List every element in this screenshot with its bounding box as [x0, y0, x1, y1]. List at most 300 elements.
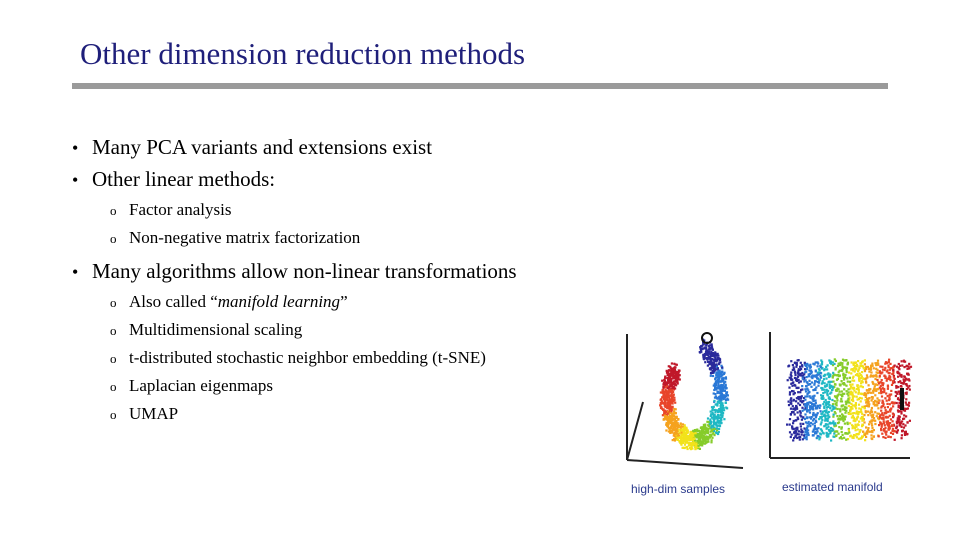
scatter-point — [841, 417, 843, 419]
scatter-point — [711, 343, 713, 345]
scatter-point — [810, 406, 812, 408]
scatter-point — [843, 388, 845, 390]
scatter-point — [701, 440, 703, 442]
scatter-point — [849, 422, 851, 424]
scatter-point — [676, 381, 678, 383]
scatter-point — [817, 365, 819, 367]
scatter-point — [679, 431, 681, 433]
scatter-point — [672, 406, 674, 408]
scatter-point — [848, 372, 850, 374]
scatter-point — [871, 396, 873, 398]
scatter-point — [868, 397, 870, 399]
scatter-point — [718, 379, 720, 381]
scatter-point — [817, 371, 819, 373]
scatter-point — [876, 397, 878, 399]
scatter-point — [812, 405, 814, 407]
scatter-point — [791, 385, 793, 387]
scatter-point — [855, 407, 857, 409]
scatter-point — [789, 391, 791, 393]
scatter-point — [888, 361, 890, 363]
circle-bullet-icon: o — [110, 231, 117, 246]
scatter-point — [661, 380, 663, 382]
scatter-point — [897, 417, 899, 419]
scatter-point — [818, 438, 820, 440]
scatter-point — [872, 392, 874, 394]
scatter-point — [714, 397, 716, 399]
scatter-point — [879, 366, 881, 368]
scatter-point — [665, 391, 667, 393]
scatter-point — [901, 426, 903, 428]
scatter-point — [857, 428, 859, 430]
scatter-point — [817, 385, 819, 387]
scatter-point — [718, 425, 720, 427]
scatter-point — [682, 423, 684, 425]
sub-item — [110, 344, 632, 372]
scatter-point — [860, 400, 862, 402]
scatter-point — [720, 381, 722, 383]
scatter-point — [714, 369, 716, 371]
scatter-point — [715, 386, 717, 388]
scatter-point — [794, 374, 796, 376]
scatter-point — [662, 383, 664, 385]
scatter-point — [908, 402, 910, 404]
scatter-point — [889, 372, 891, 374]
scatter-point — [819, 369, 821, 371]
scatter-point — [703, 431, 705, 433]
scatter-point — [843, 393, 845, 395]
scatter-point — [858, 438, 860, 440]
bullet-text: Other linear methods: — [92, 167, 276, 191]
scatter-point — [832, 436, 834, 438]
scatter-point — [852, 427, 854, 429]
scatter-point — [790, 397, 792, 399]
scatter-point — [875, 383, 877, 385]
scatter-point — [892, 380, 894, 382]
scatter-point — [844, 374, 846, 376]
circle-bullet-icon: o — [110, 203, 117, 218]
scatter-point — [663, 413, 665, 415]
scatter-point — [896, 402, 898, 404]
scatter-point — [906, 421, 908, 423]
scatter-point — [905, 383, 907, 385]
scatter-point — [673, 399, 675, 401]
scatter-point — [835, 412, 837, 414]
scatter-point — [711, 345, 713, 347]
scatter-point — [847, 381, 849, 383]
axis-depth — [627, 402, 643, 460]
scatter-point — [699, 430, 701, 432]
scatter-point — [861, 406, 863, 408]
scatter-point — [665, 418, 667, 420]
scatter-point — [874, 362, 876, 364]
scatter-point — [845, 439, 847, 441]
scatter-point — [883, 418, 885, 420]
scatter-point — [889, 403, 891, 405]
scatter-point — [819, 433, 821, 435]
scatter-point — [909, 389, 911, 391]
scatter-point — [807, 432, 809, 434]
scatter-point — [867, 427, 869, 429]
scatter-point — [832, 372, 834, 374]
scatter-point — [885, 431, 887, 433]
scatter-point — [903, 378, 905, 380]
scatter-point — [810, 386, 812, 388]
scatter-point — [797, 387, 799, 389]
scatter-point — [855, 361, 857, 363]
scatter-point — [905, 404, 907, 406]
scatter-point — [838, 388, 840, 390]
scatter-point — [788, 387, 790, 389]
scatter-point — [855, 426, 857, 428]
scatter-point — [856, 384, 858, 386]
scatter-point — [844, 367, 846, 369]
scatter-point — [721, 410, 723, 412]
scatter-point — [906, 379, 908, 381]
scatter-point — [815, 386, 817, 388]
scatter-point — [896, 432, 898, 434]
scatter-point — [908, 365, 910, 367]
scatter-point — [880, 392, 882, 394]
scatter-point — [820, 366, 822, 368]
scatter-point — [859, 397, 861, 399]
scatter-point — [717, 367, 719, 369]
scatter-point — [808, 369, 810, 371]
title-divider — [72, 83, 888, 89]
scatter-point — [845, 407, 847, 409]
scatter-point — [897, 386, 899, 388]
scatter-point — [663, 419, 665, 421]
bullet-dot-icon: • — [72, 170, 79, 190]
scatter-point — [706, 353, 708, 355]
scatter-point — [883, 429, 885, 431]
scatter-point — [800, 368, 802, 370]
scatter-point — [704, 347, 706, 349]
scatter-point — [886, 378, 888, 380]
bullet-dot-icon: • — [72, 262, 79, 282]
sub-list — [72, 196, 632, 252]
scatter-point — [901, 434, 903, 436]
scatter-point — [710, 426, 712, 428]
scatter-point — [798, 433, 800, 435]
scatter-point — [846, 390, 848, 392]
scatter-point — [846, 367, 848, 369]
scatter-point — [793, 420, 795, 422]
scatter-point — [666, 424, 668, 426]
scatter-point — [713, 359, 715, 361]
scatter-point — [700, 427, 702, 429]
scatter-point — [874, 378, 876, 380]
scatter-point — [815, 407, 817, 409]
scatter-point — [722, 384, 724, 386]
scatter-point — [792, 381, 794, 383]
scatter-point — [718, 373, 720, 375]
scatter-point — [834, 395, 836, 397]
scatter-point — [799, 391, 801, 393]
scatter-point — [843, 437, 845, 439]
scatter-point — [819, 372, 821, 374]
scatter-point — [880, 410, 882, 412]
scatter-point — [806, 417, 808, 419]
scatter-point — [878, 399, 880, 401]
scatter-point — [818, 382, 820, 384]
scatter-point — [807, 425, 809, 427]
scatter-point — [682, 427, 684, 429]
scatter-point — [884, 427, 886, 429]
scatter-point — [860, 429, 862, 431]
scatter-point — [872, 383, 874, 385]
scatter-point — [889, 415, 891, 417]
scatter-point — [807, 364, 809, 366]
scatter-point — [835, 389, 837, 391]
scatter-point — [847, 362, 849, 364]
scatter-point — [671, 373, 673, 375]
scatter-point — [822, 403, 824, 405]
scatter-point — [830, 427, 832, 429]
scatter-point — [892, 369, 894, 371]
scatter-point — [876, 404, 878, 406]
scatter-point — [723, 418, 725, 420]
scatter-point — [678, 370, 680, 372]
scatter-point — [713, 434, 715, 436]
scatter-point — [838, 421, 840, 423]
scatter-point — [892, 420, 894, 422]
scatter-point — [826, 407, 828, 409]
scatter-point — [721, 404, 723, 406]
scatter-point — [851, 361, 853, 363]
scatter-point — [905, 398, 907, 400]
scatter-point — [813, 418, 815, 420]
scatter-point — [838, 426, 840, 428]
scatter-point — [795, 400, 797, 402]
scatter-point — [842, 383, 844, 385]
scatter-point — [811, 381, 813, 383]
scatter-point — [846, 371, 848, 373]
scatter-point — [713, 423, 715, 425]
scatter-point — [867, 401, 869, 403]
scatter-point — [898, 368, 900, 370]
scatter-point — [888, 366, 890, 368]
scatter-point — [804, 388, 806, 390]
scatter-point — [672, 382, 674, 384]
scatter-point — [841, 400, 843, 402]
scatter-point — [838, 391, 840, 393]
scatter-point — [690, 444, 692, 446]
scatter-point — [789, 431, 791, 433]
scatter-point — [828, 381, 830, 383]
scatter-point — [711, 437, 713, 439]
scatter-point — [874, 385, 876, 387]
scatter-point — [795, 405, 797, 407]
scatter-point — [831, 399, 833, 401]
scatter-point — [868, 405, 870, 407]
scatter-point — [711, 365, 713, 367]
scatter-point — [692, 444, 694, 446]
scatter-point — [680, 422, 682, 424]
scatter-point — [899, 424, 901, 426]
scatter-point — [707, 430, 709, 432]
scatter-point — [674, 439, 676, 441]
scatter-point — [848, 405, 850, 407]
scatter-point — [900, 382, 902, 384]
scatter-point — [720, 384, 722, 386]
scatter-point — [810, 397, 812, 399]
scatter-point — [841, 405, 843, 407]
scatter-point — [870, 392, 872, 394]
scatter-point — [865, 410, 867, 412]
scatter-point — [890, 436, 892, 438]
scatter-point — [817, 427, 819, 429]
scatter-point — [837, 365, 839, 367]
manifold-figure — [600, 300, 930, 520]
scatter-point — [673, 417, 675, 419]
scatter-point — [874, 400, 876, 402]
scatter-point — [903, 381, 905, 383]
scatter-point — [716, 432, 718, 434]
scatter-point — [668, 365, 670, 367]
scatter-point — [815, 416, 817, 418]
scatter-point — [823, 369, 825, 371]
scatter-point — [887, 369, 889, 371]
scatter-point — [907, 387, 909, 389]
scatter-point — [705, 438, 707, 440]
scatter-point — [711, 355, 713, 357]
scatter-point — [788, 401, 790, 403]
scatter-point — [869, 421, 871, 423]
scatter-point — [724, 390, 726, 392]
scatter-point — [908, 367, 910, 369]
scatter-point — [882, 414, 884, 416]
estimated-manifold-caption: estimated manifold — [782, 480, 883, 494]
scatter-point — [818, 435, 820, 437]
scatter-point — [860, 437, 862, 439]
scatter-point — [845, 369, 847, 371]
scatter-point — [825, 378, 827, 380]
scatter-point — [698, 440, 700, 442]
scatter-point — [885, 437, 887, 439]
scatter-point — [806, 376, 808, 378]
scatter-point — [799, 410, 801, 412]
scatter-point — [687, 431, 689, 433]
scatter-point — [853, 364, 855, 366]
scatter-point — [807, 403, 809, 405]
scatter-point — [824, 382, 826, 384]
scatter-point — [684, 444, 686, 446]
scatter-point — [680, 426, 682, 428]
scatter-point — [874, 420, 876, 422]
scatter-point — [798, 381, 800, 383]
scatter-point — [906, 433, 908, 435]
scatter-point — [814, 363, 816, 365]
scatter-point — [664, 377, 666, 379]
scatter-point — [856, 396, 858, 398]
scatter-point — [868, 384, 870, 386]
scatter-point — [673, 435, 675, 437]
scatter-point — [805, 371, 807, 373]
scatter-point — [893, 414, 895, 416]
scatter-point — [858, 393, 860, 395]
scatter-point — [876, 415, 878, 417]
scatter-point — [844, 383, 846, 385]
scatter-point — [713, 366, 715, 368]
scatter-point — [897, 419, 899, 421]
scatter-point — [668, 417, 670, 419]
scatter-point — [859, 385, 861, 387]
scatter-point — [693, 438, 695, 440]
scatter-point — [715, 380, 717, 382]
scatter-point — [851, 416, 853, 418]
scatter-point — [895, 385, 897, 387]
scatter-point — [677, 373, 679, 375]
scatter-point — [866, 433, 868, 435]
scatter-point — [717, 418, 719, 420]
scatter-point — [865, 393, 867, 395]
scatter-point — [805, 390, 807, 392]
scatter-point — [806, 410, 808, 412]
scatter-point — [868, 368, 870, 370]
scatter-point — [865, 380, 867, 382]
scatter-point — [845, 385, 847, 387]
scatter-point — [831, 381, 833, 383]
scatter-point — [877, 372, 879, 374]
scatter-point — [723, 395, 725, 397]
scatter-point — [849, 377, 851, 379]
scatter-point — [886, 403, 888, 405]
scatter-point — [713, 353, 715, 355]
scatter-point — [812, 414, 814, 416]
scatter-point — [717, 355, 719, 357]
scatter-point — [864, 363, 866, 365]
scatter-point — [884, 367, 886, 369]
scatter-point — [824, 417, 826, 419]
scatter-point — [858, 407, 860, 409]
scatter-point — [669, 390, 671, 392]
scatter-point — [881, 379, 883, 381]
scatter-point — [674, 387, 676, 389]
scatter-point — [852, 377, 854, 379]
scatter-point — [665, 429, 667, 431]
scatter-point — [889, 369, 891, 371]
scatter-point — [697, 445, 699, 447]
scatter-point — [848, 429, 850, 431]
scatter-point — [890, 418, 892, 420]
sub-list — [72, 288, 632, 428]
scatter-point — [852, 425, 854, 427]
scatter-point — [827, 420, 829, 422]
scatter-point — [902, 418, 904, 420]
scatter-point — [820, 423, 822, 425]
scatter-point — [892, 433, 894, 435]
scatter-point — [843, 377, 845, 379]
scatter-point — [673, 410, 675, 412]
scatter-point — [686, 428, 688, 430]
scatter-point — [834, 374, 836, 376]
scatter-point — [664, 405, 666, 407]
scatter-point — [822, 411, 824, 413]
scatter-point — [668, 369, 670, 371]
scatter-point — [824, 420, 826, 422]
scatter-point — [866, 374, 868, 376]
scatter-point — [875, 374, 877, 376]
scatter-point — [792, 422, 794, 424]
scatter-point — [817, 412, 819, 414]
sub-item — [110, 288, 632, 316]
scatter-point — [901, 430, 903, 432]
scatter-point — [705, 428, 707, 430]
scatter-point — [841, 366, 843, 368]
sub-item-text: Laplacian eigenmaps — [129, 376, 273, 395]
scatter-point — [879, 417, 881, 419]
scatter-point — [813, 405, 815, 407]
